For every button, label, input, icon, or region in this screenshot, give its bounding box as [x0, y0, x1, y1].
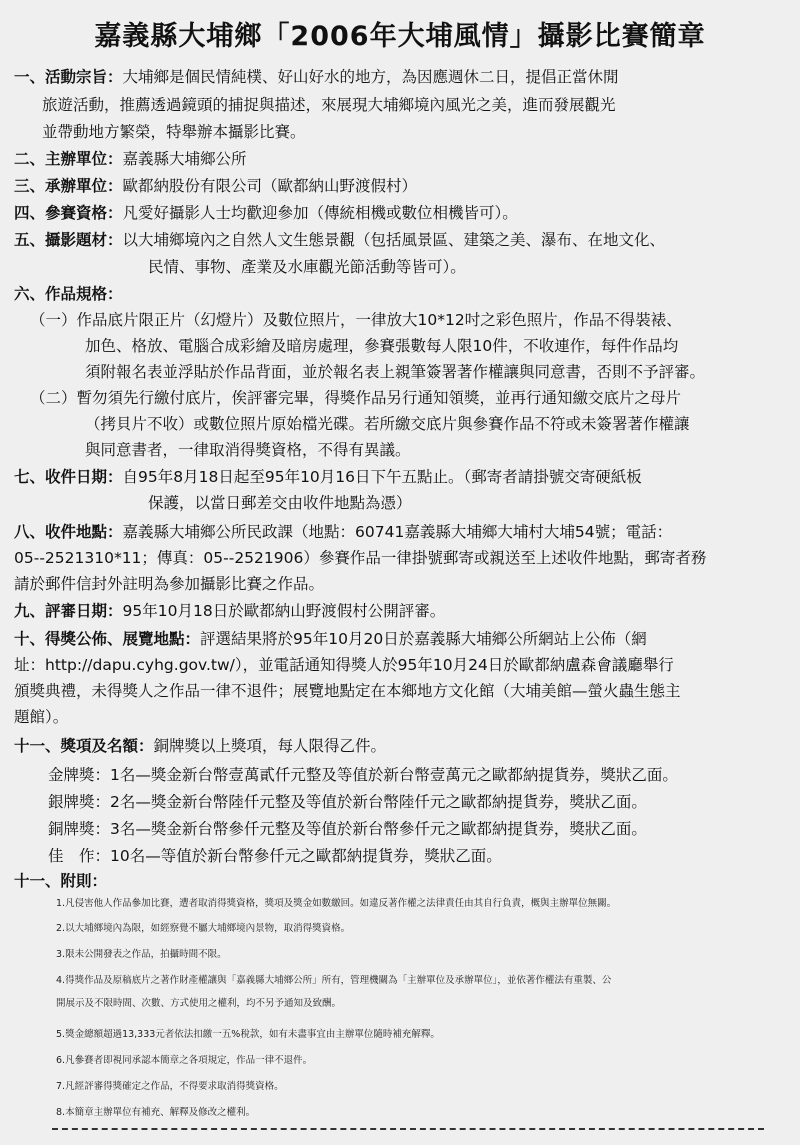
section-num: 二、: [14, 150, 46, 168]
section-5: [14, 229, 665, 251]
section-10-line: 題館）。: [14, 708, 69, 726]
section-9: [14, 600, 445, 622]
section-num: 三、: [14, 177, 46, 195]
section-num: 六、: [14, 285, 46, 303]
section-3: [14, 175, 417, 197]
note-item: 4.得獎作品及原稿底片之著作財產權讓與「嘉義縣大埔鄉公所」所有，管理機關為「主辦單位及承辦單位」，並依著作權法有重製、公: [56, 975, 612, 986]
section-12: [14, 870, 107, 892]
page-title: 嘉義縣大埔鄉「2006年大埔風情」攝影比賽簡章: [94, 21, 706, 52]
section-text: 評選結果將於95年10月20日於嘉義縣大埔鄉公所網站上公佈（網: [200, 630, 647, 648]
section-5-line: 民情、事物、產業及水庫觀光節活動等皆可）。: [148, 258, 466, 276]
section-1-heading: [14, 66, 619, 88]
section-label: 攝影題材：: [45, 231, 123, 249]
item-text: 暫勿須先行繳付底片，俟評審完畢，得獎作品另行通知領獎，並再行通知繳交底片之母片: [76, 389, 682, 407]
section-label: 收件地點：: [45, 523, 123, 541]
section-label: 得獎公佈、展覽地點：: [45, 630, 201, 648]
section-text: 凡愛好攝影人士均歡迎參加（傳統相機或數位相機皆可）。: [122, 204, 518, 222]
section-7-line: 保護，以當日郵差交由收件地點為憑）: [148, 494, 412, 512]
note-item: 7.凡經評審得獎確定之作品，不得要求取消得獎資格。: [56, 1081, 284, 1092]
award-silver: 銀牌獎：2名—獎金新台幣陸仟元整及等值於新台幣陸仟元之歐都納提貨券，獎狀乙面。: [48, 793, 647, 811]
note-item: 6.凡參賽者即視同承認本簡章之各項規定，作品一律不退件。: [56, 1055, 313, 1066]
section-label: 活動宗旨：: [45, 68, 123, 86]
section-num: 五、: [14, 231, 46, 249]
note-item-continued: 開展示及不限時間、次數、方式使用之權利，均不另予通知及致酬。: [56, 998, 342, 1009]
section-num: 十、: [14, 630, 46, 648]
section-text: 以大埔鄉境內之自然人文生態景觀（包括風景區、建築之美、瀑布、在地文化、: [122, 231, 666, 249]
note-item: 3.限未公開發表之作品，拍攝時間不限。: [56, 949, 227, 960]
section-num: 七、: [14, 468, 46, 486]
section-7: [14, 466, 642, 488]
section-2: [14, 148, 247, 170]
section-label: 評審日期：: [45, 602, 123, 620]
section-6-item-1-line: 加色、格放、電腦合成彩繪及暗房處理，參賽張數每人限10件，不收連作，每件作品均: [85, 337, 679, 355]
section-text: 嘉義縣大埔鄉公所: [122, 150, 247, 168]
section-label: 作品規格：: [45, 285, 123, 303]
section-num: 十一、: [14, 872, 61, 890]
section-1-line: 旅遊活動，推薦透過鏡頭的捕捉與描述，來展現大埔鄉境內風光之美，進而發展觀光: [42, 96, 616, 114]
section-6-item-1-line: 須附報名表並浮貼於作品背面，並於報名表上親筆簽署著作權讓與同意書，否則不予評審。: [85, 363, 706, 381]
note-item: 1.凡侵害他人作品參加比賽，遭者取消得獎資格，獎項及獎金如數繳回。如違反著作權之法律責任由其自行負責，概與主辦單位無關。: [56, 898, 617, 909]
section-text: 歐都納股份有限公司（歐都納山野渡假村）: [122, 177, 418, 195]
section-text: 嘉義縣大埔鄉公所民政課（地點：60741嘉義縣大埔鄉大埔村大埔54號；電話：: [122, 523, 673, 541]
section-label: 承辦單位：: [45, 177, 123, 195]
section-label: 獎項及名額：: [60, 737, 154, 755]
section-6-item-2: [30, 387, 681, 409]
section-num: 九、: [14, 602, 46, 620]
section-10-line: 址：http://dapu.cyhg.gov.tw/），並電話通知得獎人於95年10月24日於歐都納盧森會議廳舉行: [14, 656, 674, 674]
note-item: 5.獎金總額超過13,333元者依法扣繳一五%稅款，如有未盡事宜由主辦單位隨時補充解釋。: [56, 1029, 440, 1040]
section-11: [14, 735, 386, 757]
award-honorable: 佳 作：10名—等值於新台幣參仟元之歐都納提貨券，獎狀乙面。: [48, 847, 502, 865]
section-8: [14, 521, 672, 543]
section-6: [14, 283, 123, 305]
section-text: 大埔鄉是個民情純樸、好山好水的地方，為因應週休二日，提倡正當休閒: [122, 68, 619, 86]
section-num: 四、: [14, 204, 46, 222]
award-gold: 金牌獎：1名—獎金新台幣壹萬貳仟元整及等值於新台幣壹萬元之歐都納提貨券，獎狀乙面。: [48, 766, 678, 784]
section-num: 八、: [14, 523, 46, 541]
section-label: 參賽資格：: [45, 204, 123, 222]
section-6-item-1: [30, 309, 682, 331]
note-item: 2.以大埔鄉境內為限，如經察覺不屬大埔鄉境內景物，取消得獎資格。: [56, 923, 351, 934]
section-text: 自95年8月18日起至95年10月16日下午五點止。（郵寄者請掛號交寄硬紙板: [122, 468, 642, 486]
section-num: 十一、: [14, 737, 61, 755]
footer-divider: [52, 1128, 764, 1130]
award-bronze: 銅牌獎：3名—獎金新台幣參仟元整及等值於新台幣參仟元之歐都納提貨券，獎狀乙面。: [48, 820, 647, 838]
section-8-line: 請於郵件信封外註明為參加攝影比賽之作品。: [14, 575, 325, 593]
section-label: 附則：: [60, 872, 108, 890]
section-10: [14, 628, 647, 650]
item-text: 作品底片限正片（幻燈片）及數位照片，一律放大10*12吋之彩色照片，作品不得裝裱、: [76, 311, 682, 329]
section-label: 收件日期：: [45, 468, 123, 486]
note-item: 8.本簡章主辦單位有補充、解釋及修改之權利。: [56, 1107, 256, 1118]
section-4: [14, 202, 518, 224]
item-num: （一）: [30, 311, 77, 329]
section-num: 一、: [14, 68, 46, 86]
section-6-item-2-line: 與同意書者，一律取消得獎資格，不得有異議。: [85, 441, 411, 459]
section-text: 95年10月18日於歐都納山野渡假村公開評審。: [122, 602, 446, 620]
section-6-item-2-line: （拷貝片不收）或數位照片原始檔光碟。若所繳交底片與參賽作品不符或未簽署著作權讓: [85, 415, 690, 433]
section-1-line: 並帶動地方繁榮，特舉辦本攝影比賽。: [42, 123, 306, 141]
section-10-line: 頒獎典禮，未得獎人之作品一律不退件；展覽地點定在本鄉地方文化館（大埔美館—螢火蟲生態主: [14, 682, 681, 700]
section-label: 主辦單位：: [45, 150, 123, 168]
section-text: 銅牌獎以上獎項，每人限得乙件。: [153, 737, 387, 755]
item-num: （二）: [30, 389, 77, 407]
section-8-line: 05--2521310*11；傳真：05--2521906）參賽作品一律掛號郵寄或親送至上述收件地點，郵寄者務: [14, 549, 707, 567]
